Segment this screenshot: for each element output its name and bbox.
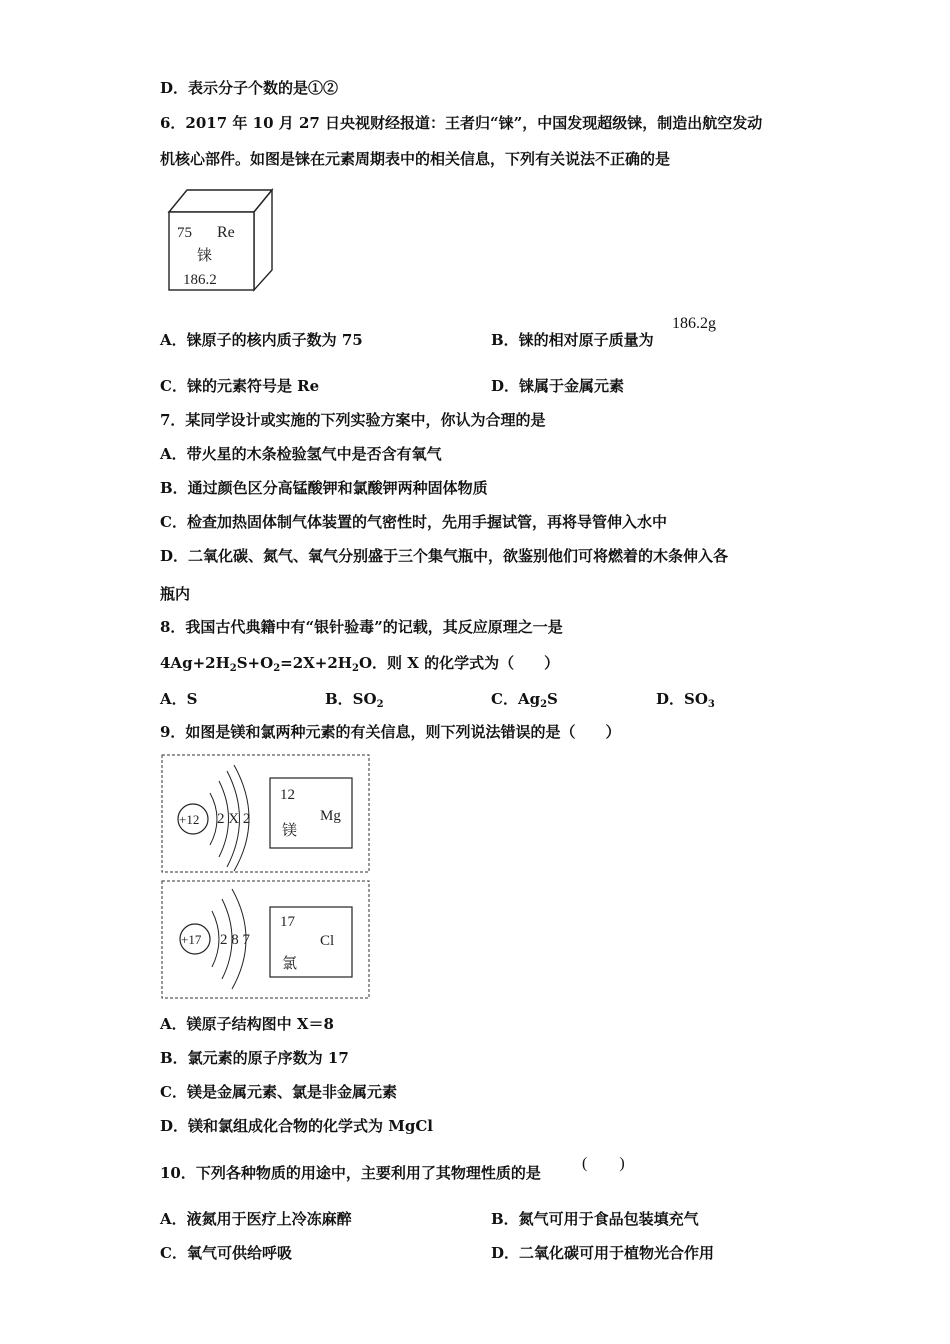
mg-atomic-number: 12 (280, 787, 295, 803)
q7-option-a: A．带火星的木条检验氢气中是否含有氧气 (160, 445, 442, 463)
q9-option-c: C．镁是金属元素、氯是非金属元素 (160, 1083, 397, 1101)
q6-option-b-value: 186.2g (672, 315, 716, 332)
q8-stem: 8．我国古代典籍中有“银针验毒”的记载，其反应原理之一是 (160, 618, 563, 636)
mg-nucleus-charge: +12 (179, 812, 200, 827)
q10-option-c: C．氧气可供给呼吸 (160, 1244, 292, 1262)
q7-option-b: B．通过颜色区分高锰酸钾和氯酸钾两种固体物质 (160, 479, 488, 497)
q7-option-c: C．检查加热固体制气体装置的气密性时，先用手握试管，再将导管伸入水中 (160, 513, 667, 531)
q5-option-d: D．表示分子个数的是①② (160, 79, 339, 97)
rhenium-atomic-number: 75 (177, 225, 192, 241)
rhenium-atomic-mass: 186.2 (183, 272, 217, 288)
mg-name: 镁 (282, 821, 298, 839)
q10-option-a: A．液氮用于医疗上冷冻麻醉 (160, 1210, 352, 1228)
q8-option-c: C．$Ag_2S$ (491, 690, 558, 710)
q10-option-d: D．二氧化碳可用于植物光合作用 (491, 1244, 715, 1262)
chlorine-info-figure (160, 879, 372, 1001)
q6-stem-line1: 6．2017 年 10 月 27 日央视财经报道：王者归“铼”，中国发现超级铼，制造出航空发动 (160, 114, 763, 132)
q8-option-d: D．$SO_3$ (656, 690, 715, 710)
q9-option-a: A．镁原子结构图中 X＝8 (160, 1015, 334, 1033)
q10-stem: 10．下列各种物质的用途中，主要利用了其物理性质的是 (160, 1164, 541, 1182)
q6-option-a: A．铼原子的核内质子数为 75 (160, 331, 363, 349)
q6-option-d: D．铼属于金属元素 (491, 377, 625, 395)
q9-stem: 9．如图是镁和氯两种元素的有关信息，则下列说法错误的是（ ） (160, 723, 621, 741)
q10-option-b: B．氮气可用于食品包装填充气 (491, 1210, 699, 1228)
q7-option-d-line2: 瓶内 (160, 585, 191, 603)
q6-stem-line2: 机核心部件。如图是铼在元素周期表中的相关信息，下列有关说法不正确的是 (160, 150, 671, 168)
magnesium-info-figure (160, 753, 372, 875)
q9-option-d: D．镁和氯组成化合物的化学式为 MgCl (160, 1117, 433, 1135)
q6-option-c: C．铼的元素符号是 Re (160, 377, 320, 395)
q8-equation: $4Ag+2H_2S+O_2=2X+2H_2O$．则 X 的化学式为（ ） (160, 654, 560, 674)
q7-stem: 7．某同学设计或实施的下列实验方案中，你认为合理的是 (160, 411, 546, 429)
cl-shell-electrons: 2 8 7 (220, 932, 250, 948)
rhenium-symbol: Re (217, 224, 235, 241)
rhenium-element-cube (165, 186, 275, 294)
cl-nucleus-charge: +17 (181, 932, 202, 947)
q6-option-b: B．铼的相对原子质量为 (491, 331, 654, 349)
mg-shell-electrons: 2 X 2 (217, 811, 251, 827)
q10-answer-paren: ( ) (582, 1155, 625, 1172)
cl-atomic-number: 17 (280, 914, 295, 930)
cl-symbol: Cl (320, 933, 335, 949)
mg-symbol: Mg (320, 808, 341, 824)
q7-option-d-line1: D．二氧化碳、氮气、氧气分别盛于三个集气瓶中，欲鉴别他们可将燃着的木条伸入各 (160, 547, 729, 565)
cl-name: 氯 (282, 954, 298, 972)
rhenium-name: 铼 (197, 246, 213, 264)
q9-option-b: B．氯元素的原子序数为 17 (160, 1049, 349, 1067)
q8-option-a: A．S (160, 690, 198, 708)
q8-option-b: B．$SO_2$ (325, 690, 384, 710)
